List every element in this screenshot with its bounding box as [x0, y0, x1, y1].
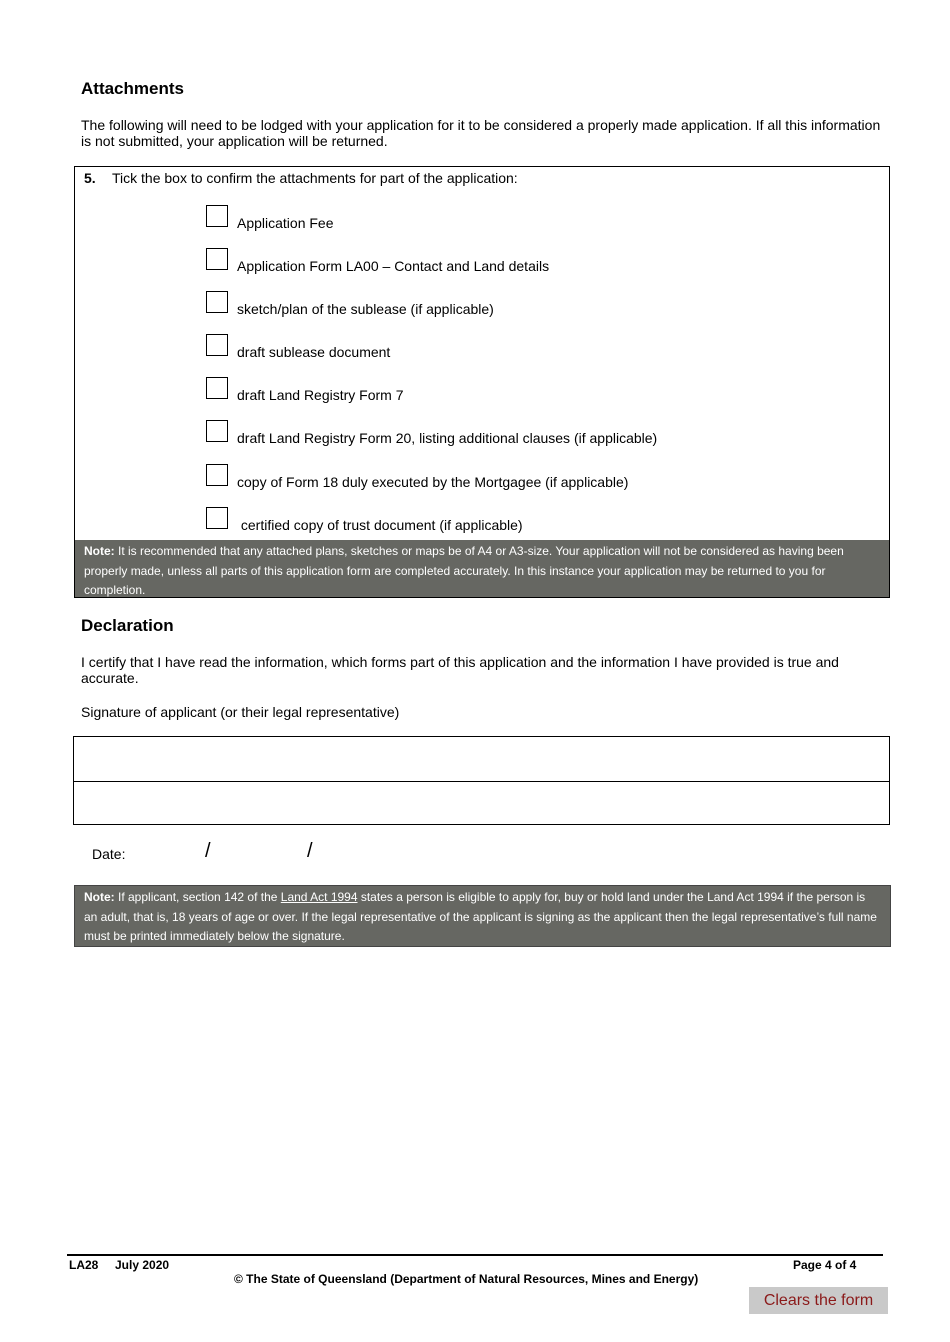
question-number: 5.	[84, 170, 96, 186]
attachment-label: Application Fee	[237, 215, 334, 231]
note-label: Note:	[84, 544, 115, 558]
page-indicator: Page 4 of 4	[793, 1258, 857, 1272]
signature-field[interactable]	[74, 737, 889, 780]
trust-document-checkbox[interactable]	[206, 507, 228, 529]
attachments-heading: Attachments	[81, 79, 184, 98]
declaration-note	[74, 885, 891, 947]
application-form-la00-checkbox[interactable]	[206, 248, 228, 270]
form-20-checkbox[interactable]	[206, 420, 228, 442]
signature-label: Signature of applicant (or their legal representative)	[81, 704, 400, 720]
date-label: Date:	[92, 846, 126, 862]
attachments-intro: The following will need to be lodged with your application for it to be considered a properly made application. If all this information is not submitted, your application will be returned.	[81, 117, 881, 149]
note-label: Note:	[84, 890, 115, 904]
declaration-certify-text: I certify that I have read the information, which forms part of this application and the information I have provided is true and accurate.	[81, 654, 839, 686]
note-text: It is recommended that any attached plans, sketches or maps be of A4 or A3-size. Your application will not be considered as having been properly made, unless all parts of this application form are completed accurately. In this instance your application may be returned to you for completion.	[84, 544, 844, 597]
attachment-label: certified copy of trust document (if applicable)	[237, 517, 523, 533]
attachment-label: Application Form LA00 – Contact and Land details	[237, 258, 550, 274]
application-fee-checkbox[interactable]	[206, 205, 228, 227]
footer-divider	[67, 1254, 883, 1256]
date-separator: /	[307, 840, 313, 862]
attachment-label: draft Land Registry Form 7	[237, 387, 404, 403]
attachment-label: copy of Form 18 duly executed by the Mortgagee (if applicable)	[237, 474, 629, 490]
date-year-field[interactable]	[322, 840, 412, 866]
form-code: LA28	[69, 1258, 99, 1272]
clear-form-button[interactable]: Clears the form	[749, 1287, 888, 1314]
note-text-after: states a person is eligible to apply for, buy or hold land under the Land Act 1994 if the person is an adult, that is, 18 years of age or over. If the legal representative of the applicant is signing as the applicant then the legal representative’s full name must be printed immediately below the signature.	[84, 890, 877, 943]
form-date: July 2020	[115, 1258, 170, 1272]
declaration-heading: Declaration	[81, 616, 174, 635]
attachment-label: draft Land Registry Form 20, listing additional clauses (if applicable)	[237, 430, 658, 446]
printed-name-field[interactable]	[74, 782, 889, 825]
copyright: © The State of Queensland (Department of Natural Resources, Mines and Energy)	[234, 1272, 699, 1286]
draft-sublease-checkbox[interactable]	[206, 334, 228, 356]
date-day-field[interactable]	[140, 840, 200, 866]
attachment-label: sketch/plan of the sublease (if applicable)	[237, 301, 494, 317]
form-18-checkbox[interactable]	[206, 464, 228, 486]
attachments-note	[75, 540, 889, 597]
date-month-field[interactable]	[220, 840, 305, 866]
date-separator: /	[205, 840, 211, 862]
question-prompt: Tick the box to confirm the attachments for part of the application:	[112, 170, 518, 186]
attachment-label: draft sublease document	[237, 344, 391, 360]
note-text-before: If applicant, section 142 of the	[114, 890, 281, 904]
signature-box	[73, 736, 890, 825]
form-7-checkbox[interactable]	[206, 377, 228, 399]
attachments-checklist	[74, 166, 890, 598]
land-act-link[interactable]: Land Act 1994	[280, 890, 358, 904]
sketch-plan-checkbox[interactable]	[206, 291, 228, 313]
